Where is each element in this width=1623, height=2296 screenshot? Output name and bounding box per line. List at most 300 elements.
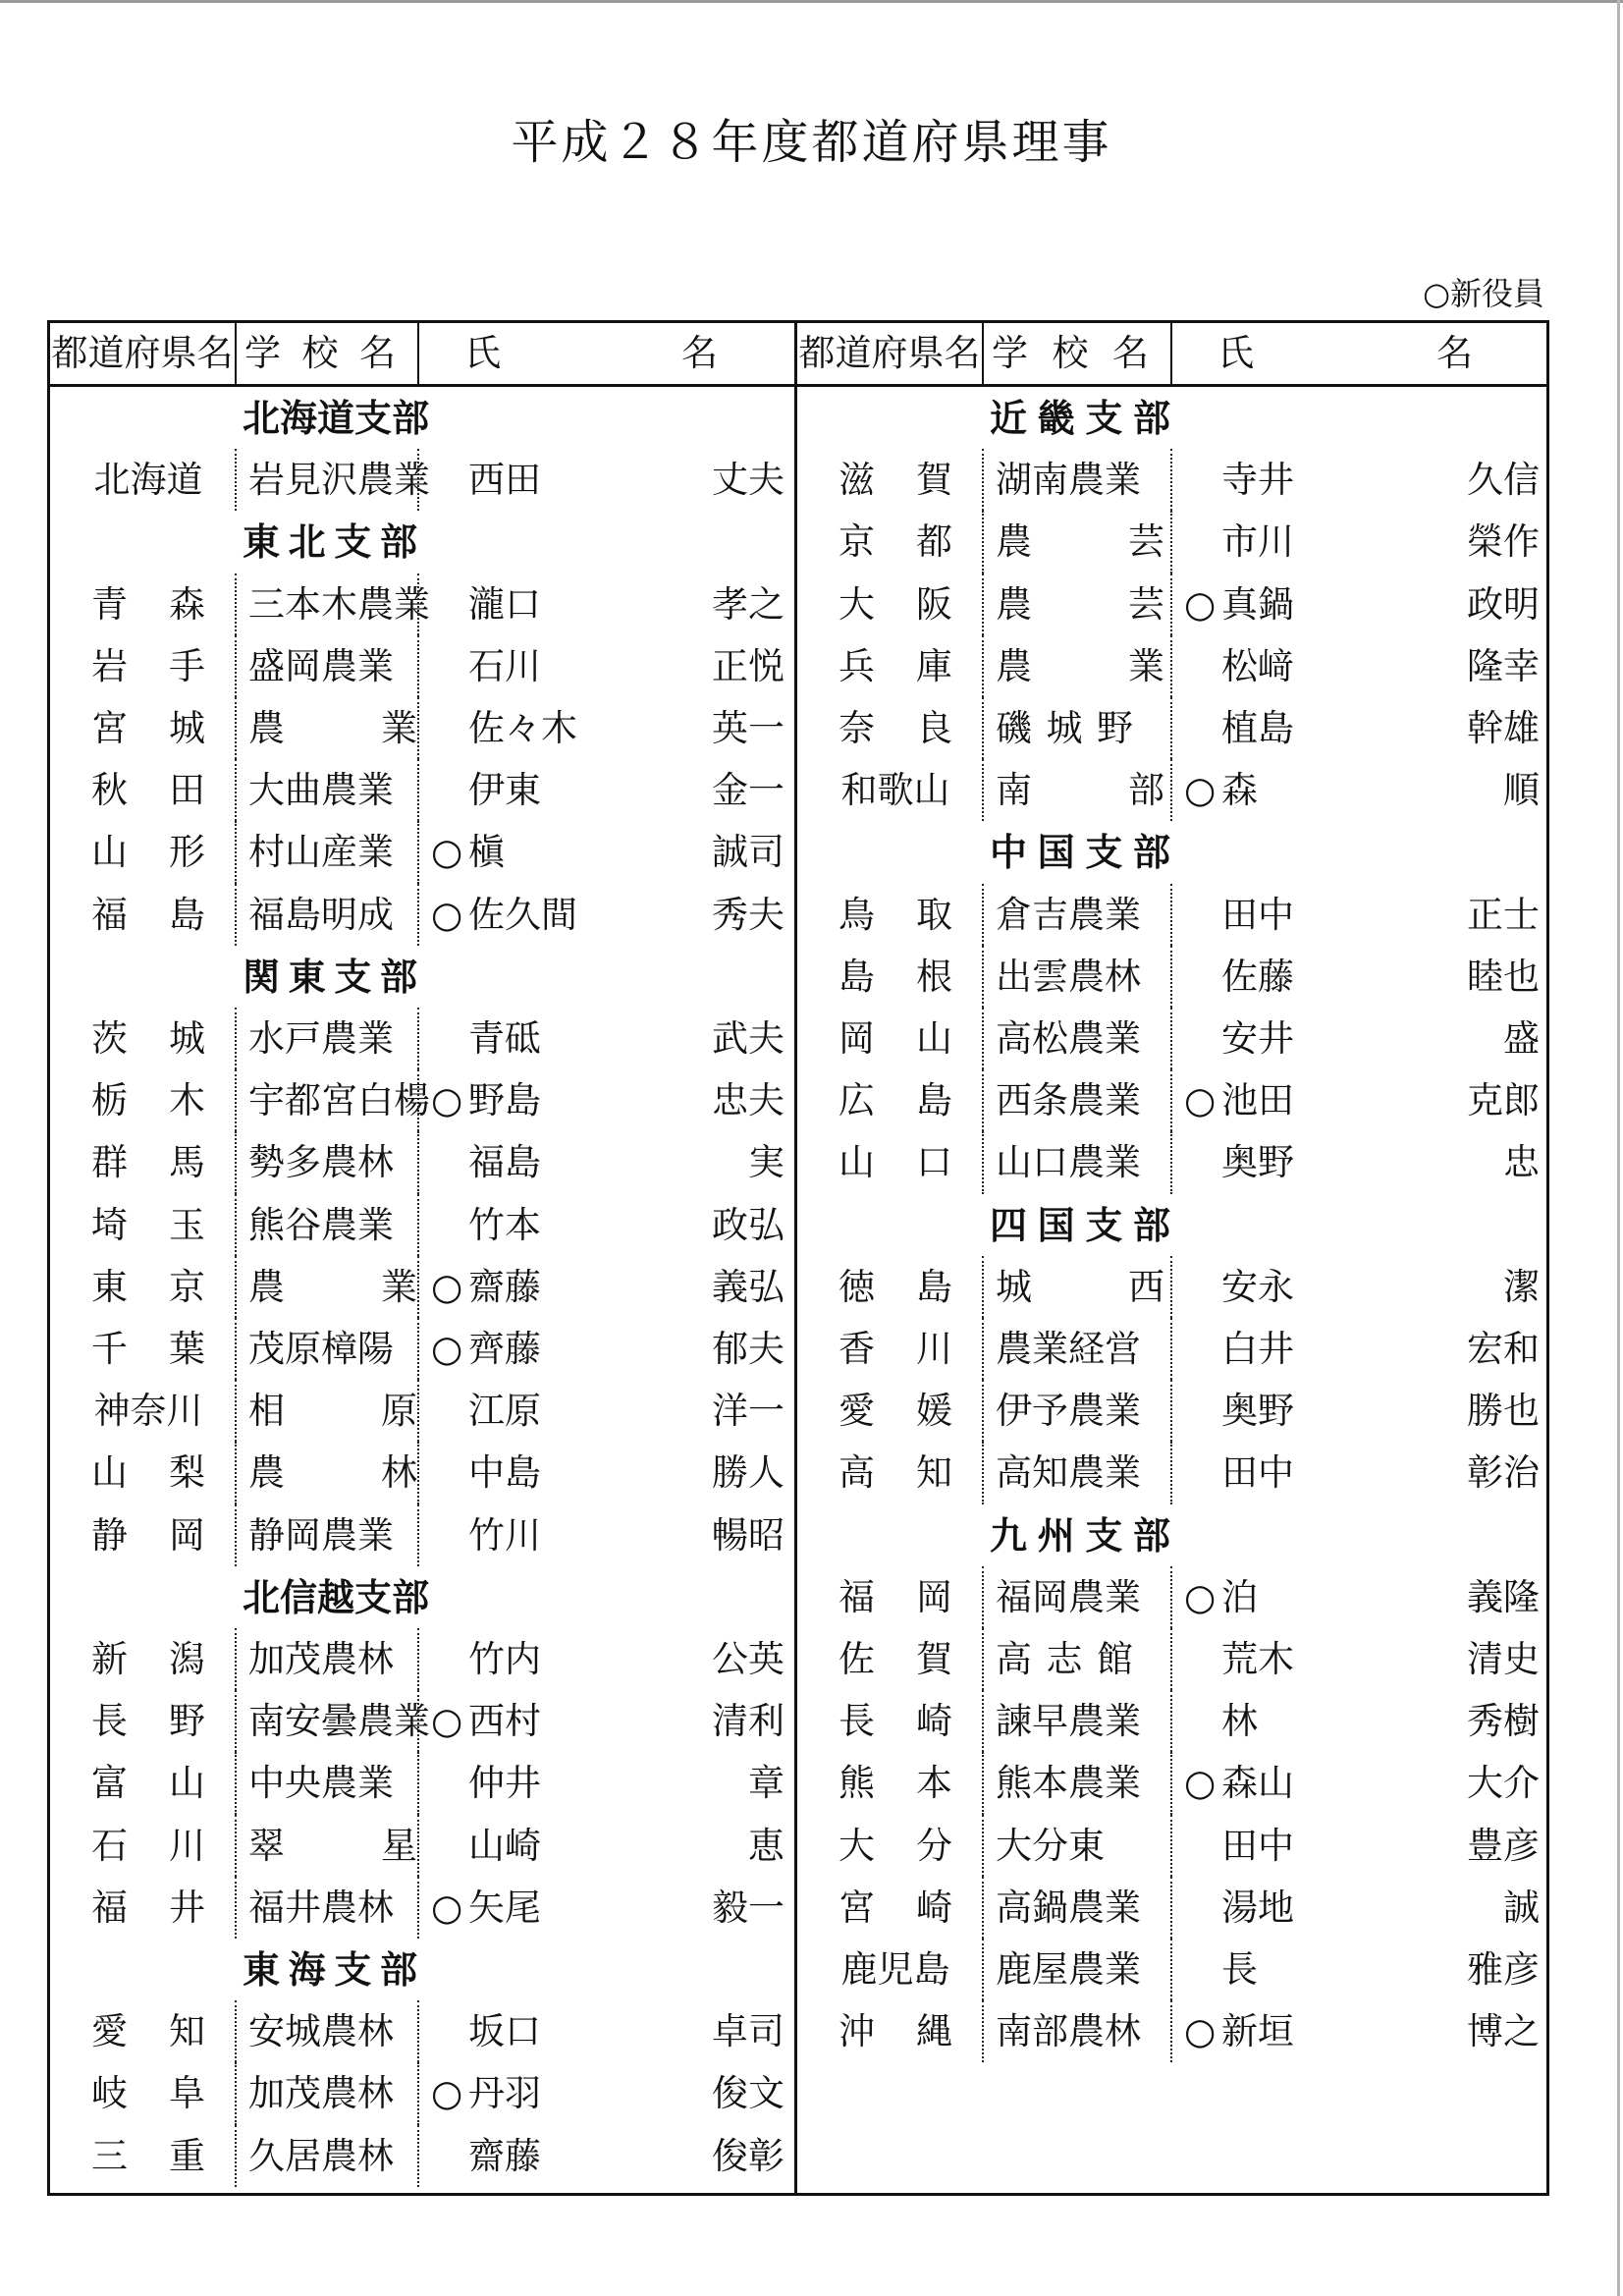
school-cell <box>982 1318 1170 1380</box>
prefecture-char: 宮 <box>839 1886 875 1929</box>
prefecture-name <box>91 697 205 759</box>
prefecture-char: 岡 <box>916 1575 952 1618</box>
officer-given-name: 俊彰 <box>712 2134 784 2177</box>
prefecture-char: 崎 <box>916 1700 952 1743</box>
prefecture-char: 井 <box>169 1886 205 1929</box>
school-char: 館 <box>1097 1638 1133 1680</box>
table-row <box>50 1008 794 1069</box>
officer-name-cell <box>417 1504 788 1566</box>
prefecture-char: 東 <box>91 1265 128 1308</box>
officer-family-name: 白井 <box>1221 1328 1294 1370</box>
officer-family-name: 湯地 <box>1221 1886 1294 1929</box>
header-name-char: 氏 <box>1217 332 1254 374</box>
officer-family-name: 坂口 <box>468 2010 541 2053</box>
roster-table <box>47 320 1549 2196</box>
officer-name-cell <box>1170 1628 1543 1690</box>
officer-name-cell <box>1170 1566 1543 1628</box>
header-name <box>1170 323 1543 384</box>
school-name <box>248 1380 417 1442</box>
school-name <box>248 1256 417 1318</box>
school-cell <box>235 1877 417 1939</box>
prefecture-cell <box>797 1380 982 1442</box>
prefecture-char: 沖 <box>839 2010 875 2053</box>
prefecture-char: 新 <box>91 1638 128 1680</box>
header-name-char: 氏 <box>464 332 501 374</box>
prefecture-char: 手 <box>169 644 205 687</box>
prefecture-char: 山 <box>91 1451 128 1495</box>
table-row <box>797 1318 1549 1380</box>
prefecture-cell <box>50 2000 235 2062</box>
officer-name-cell <box>417 884 788 946</box>
table-header-row <box>50 323 794 387</box>
school-cell <box>235 2062 417 2124</box>
officer-name-cell <box>417 1815 788 1877</box>
prefecture-char: 大 <box>839 582 875 626</box>
officer-family-name: 安井 <box>1221 1017 1294 1060</box>
prefecture-char: 香 <box>839 1328 875 1370</box>
table-row <box>797 1877 1549 1939</box>
officer-name-cell <box>1170 1939 1543 2000</box>
prefecture-char: 高 <box>839 1451 875 1495</box>
branch-title-char: 支 <box>1085 396 1123 440</box>
prefecture-name: 鹿児島 <box>840 1948 950 1991</box>
branch-section-title <box>990 1504 1170 1566</box>
prefecture-char: 兵 <box>839 644 875 687</box>
officer-family-name: 真鍋 <box>1221 582 1294 626</box>
prefecture-cell <box>50 821 235 883</box>
prefecture-char: 岡 <box>169 1513 205 1557</box>
branch-title-char: 東 <box>243 1947 281 1992</box>
school-name: 三本木農業 <box>248 582 430 626</box>
prefecture-char: 秋 <box>91 769 128 812</box>
officer-given-name: 清史 <box>1467 1638 1540 1680</box>
school-name: 大分東 <box>996 1824 1105 1867</box>
prefecture-name <box>839 574 952 635</box>
page-title: 平成２８年度都道府県理事 <box>511 115 1112 170</box>
officer-given-name: 幹雄 <box>1467 707 1540 749</box>
officer-given-name: 克郎 <box>1467 1079 1540 1122</box>
prefecture-cell <box>797 1815 982 1877</box>
school-name <box>996 1628 1133 1690</box>
branch-section-title <box>990 387 1170 449</box>
branch-section-row <box>50 1566 794 1628</box>
prefecture-char: 福 <box>91 893 128 936</box>
branch-title-char: 国 <box>1037 1202 1075 1247</box>
officer-family-name: 仲井 <box>468 1762 541 1805</box>
officer-family-name: 矢尾 <box>468 1886 541 1929</box>
school-char: 高 <box>996 1638 1032 1680</box>
officer-name-cell <box>417 2000 788 2062</box>
school-char: 芸 <box>1128 520 1164 564</box>
prefecture-char: 青 <box>91 582 128 626</box>
prefecture-cell <box>797 574 982 635</box>
officer-name-cell <box>417 2062 788 2124</box>
officer-given-name: 博之 <box>1467 2010 1540 2053</box>
prefecture-cell <box>50 1752 235 1814</box>
new-officer-mark: ○ <box>431 831 463 874</box>
prefecture-char: 阜 <box>169 2072 205 2115</box>
school-name: 安城農林 <box>248 2010 394 2053</box>
prefecture-char: 岩 <box>91 644 128 687</box>
officer-given-name: 恵 <box>748 1824 784 1867</box>
prefecture-cell <box>797 449 982 511</box>
officer-given-name: 宏和 <box>1467 1328 1540 1370</box>
branch-title-char: 関 <box>243 954 281 999</box>
prefecture-name <box>91 2000 205 2062</box>
prefecture-char: 福 <box>91 1886 128 1929</box>
header-school-char: 名 <box>359 332 396 374</box>
prefecture-name <box>839 1752 952 1814</box>
officer-given-name: 彰治 <box>1467 1451 1540 1495</box>
school-char: 農 <box>996 520 1032 564</box>
prefecture-cell <box>797 1069 982 1131</box>
prefecture-cell <box>50 635 235 697</box>
officer-name-cell <box>1170 1131 1543 1193</box>
header-school <box>235 323 417 384</box>
branch-section-row <box>797 821 1549 883</box>
branch-title-char: 北 <box>243 396 281 440</box>
school-name <box>248 1815 417 1877</box>
branch-title-char: 支 <box>1085 1202 1123 1247</box>
prefecture-name <box>839 635 952 697</box>
prefecture-cell <box>50 2125 235 2187</box>
prefecture-char: 栃 <box>91 1079 128 1122</box>
prefecture-char: 形 <box>169 831 205 874</box>
table-row <box>797 635 1549 697</box>
officer-family-name: 田中 <box>1221 1451 1294 1495</box>
officer-family-name: 中島 <box>468 1451 541 1495</box>
officer-given-name: 大介 <box>1467 1762 1540 1805</box>
table-row <box>50 1442 794 1503</box>
school-cell <box>982 1131 1170 1193</box>
school-name <box>996 635 1164 697</box>
table-row <box>50 635 794 697</box>
new-officer-mark: ○ <box>431 1265 463 1308</box>
school-char: 磯 <box>996 707 1032 749</box>
prefecture-char: 富 <box>91 1762 128 1805</box>
prefecture-cell <box>50 1815 235 1877</box>
school-char: 農 <box>248 707 285 749</box>
school-cell <box>982 759 1170 821</box>
officer-family-name: 齊藤 <box>468 1328 541 1370</box>
officer-given-name: 洋一 <box>712 1390 784 1433</box>
school-name: 高鍋農業 <box>996 1886 1141 1929</box>
branch-section-title <box>990 1194 1170 1256</box>
school-cell <box>982 1442 1170 1503</box>
school-name: 出雲農林 <box>996 955 1141 998</box>
branch-section-row <box>50 946 794 1008</box>
branch-title-char: 支 <box>334 954 372 999</box>
prefecture-cell <box>50 884 235 946</box>
officer-given-name: 清利 <box>712 1700 784 1743</box>
prefecture-cell <box>50 1194 235 1256</box>
officer-given-name: 隆幸 <box>1467 644 1540 687</box>
prefecture-name <box>91 1194 205 1256</box>
school-name <box>248 1442 417 1503</box>
school-cell <box>982 1628 1170 1690</box>
school-cell <box>982 635 1170 697</box>
prefecture-char: 群 <box>91 1141 128 1184</box>
officer-given-name: 榮作 <box>1467 520 1540 564</box>
prefecture-char: 縄 <box>916 2010 952 2053</box>
header-divider <box>1170 323 1172 384</box>
branch-title-char: 東 <box>288 954 326 999</box>
prefecture-char: 城 <box>169 1017 205 1060</box>
prefecture-cell <box>50 1131 235 1193</box>
officer-family-name: 奥野 <box>1221 1390 1294 1433</box>
school-char: 西 <box>1128 1265 1164 1308</box>
prefecture-cell <box>797 2000 982 2062</box>
officer-given-name: 順 <box>1503 769 1540 812</box>
officer-given-name: 孝之 <box>712 582 784 626</box>
prefecture-name <box>91 1690 205 1752</box>
school-cell <box>235 884 417 946</box>
prefecture-cell <box>797 884 982 946</box>
table-row <box>797 1628 1549 1690</box>
officer-name-cell <box>1170 759 1543 821</box>
prefecture-char: 千 <box>91 1328 128 1370</box>
school-cell <box>235 759 417 821</box>
officer-family-name: 竹本 <box>468 1203 541 1246</box>
prefecture-name <box>91 1815 205 1877</box>
school-name: 諫早農業 <box>996 1700 1141 1743</box>
prefecture-char: 森 <box>169 582 205 626</box>
officer-family-name: 西田 <box>468 459 541 502</box>
new-officer-mark: ○ <box>1184 1079 1217 1122</box>
new-officer-mark: ○ <box>431 1886 463 1929</box>
officer-name-cell <box>417 1318 788 1380</box>
new-officer-mark: ○ <box>1184 1575 1217 1618</box>
school-char: 野 <box>1097 707 1133 749</box>
officer-given-name: 金一 <box>712 769 784 812</box>
prefecture-char: 岡 <box>839 1017 875 1060</box>
header-school-char: 学 <box>244 332 281 374</box>
branch-title-char: 部 <box>392 1574 430 1619</box>
officer-family-name: 槇 <box>468 831 505 874</box>
school-char: 業 <box>1128 644 1164 687</box>
prefecture-char: 重 <box>169 2134 205 2177</box>
school-name: 加茂農林 <box>248 1638 394 1680</box>
prefecture-char: 良 <box>916 707 952 749</box>
header-school-char: 学 <box>992 332 1028 374</box>
prefecture-char: 山 <box>91 831 128 874</box>
prefecture-cell <box>797 635 982 697</box>
prefecture-cell <box>50 449 235 511</box>
school-cell <box>235 1690 430 1752</box>
table-row <box>50 821 794 883</box>
prefecture-char: 埼 <box>91 1203 128 1246</box>
school-name: 鹿屋農業 <box>996 1948 1141 1991</box>
prefecture-name <box>91 1877 205 1939</box>
header-divider <box>417 323 419 384</box>
school-cell <box>235 1318 417 1380</box>
prefecture-cell <box>797 1877 982 1939</box>
officer-name-cell <box>417 1752 788 1814</box>
branch-section-title <box>243 1939 417 2000</box>
table-row <box>797 574 1549 635</box>
branch-title-char: 支 <box>1085 1512 1123 1558</box>
prefecture-cell <box>797 697 982 759</box>
prefecture-char: 島 <box>916 1079 952 1122</box>
table-row <box>50 1069 794 1131</box>
school-cell <box>235 1442 417 1503</box>
officer-family-name: 齋藤 <box>468 2134 541 2177</box>
branch-section-title <box>243 1566 430 1628</box>
officer-name-cell <box>1170 2000 1543 2062</box>
prefecture-char: 玉 <box>169 1203 205 1246</box>
officer-given-name: 武夫 <box>712 1017 784 1060</box>
branch-title-char: 東 <box>243 519 281 565</box>
school-cell <box>235 1752 417 1814</box>
table-row <box>797 884 1549 946</box>
new-officer-mark: ○ <box>1184 769 1217 812</box>
prefecture-char: 茨 <box>91 1017 128 1060</box>
prefecture-char: 宮 <box>91 707 128 749</box>
branch-title-char: 信 <box>280 1574 318 1619</box>
prefecture-cell <box>50 1877 235 1939</box>
prefecture-char: 庫 <box>916 644 952 687</box>
officer-name-cell <box>1170 1690 1543 1752</box>
officer-family-name: 松﨑 <box>1221 644 1294 687</box>
prefecture-char: 熊 <box>839 1762 875 1805</box>
scan-edge-right <box>1617 0 1620 2296</box>
school-char: 城 <box>996 1265 1032 1308</box>
prefecture-name <box>91 574 205 635</box>
roster-left-half <box>50 323 794 2193</box>
prefecture-name <box>839 1008 952 1069</box>
header-school-char: 名 <box>1112 332 1149 374</box>
officer-given-name: 郁夫 <box>712 1328 784 1370</box>
officer-family-name: 荒木 <box>1221 1638 1294 1680</box>
branch-section-title <box>243 946 417 1008</box>
school-char: 農 <box>996 644 1032 687</box>
school-name <box>996 511 1164 573</box>
officer-given-name: 盛 <box>1503 1017 1540 1060</box>
officer-name-cell <box>1170 511 1543 573</box>
officer-name-cell <box>417 1131 788 1193</box>
prefecture-cell <box>797 1131 982 1193</box>
prefecture-char: 媛 <box>916 1390 952 1433</box>
school-cell <box>235 574 430 635</box>
officer-family-name: 林 <box>1221 1700 1258 1743</box>
school-name: 山口農業 <box>996 1141 1141 1184</box>
officer-name-cell <box>417 1690 788 1752</box>
officer-name-cell <box>1170 1008 1543 1069</box>
prefecture-char: 賀 <box>916 1638 952 1680</box>
prefecture-name <box>839 1566 952 1628</box>
school-name <box>996 574 1164 635</box>
prefecture-name <box>839 697 952 759</box>
prefecture-name <box>839 2000 952 2062</box>
branch-title-char: 国 <box>1037 830 1075 875</box>
officer-given-name: 秀樹 <box>1467 1700 1540 1743</box>
prefecture-name <box>91 1442 205 1503</box>
officer-family-name: 福島 <box>468 1141 541 1184</box>
branch-section-row <box>797 1504 1549 1566</box>
prefecture-name <box>91 1752 205 1814</box>
prefecture-name <box>91 2125 205 2187</box>
school-cell <box>235 1380 417 1442</box>
roster-right-half <box>794 323 1549 2193</box>
school-name: 中央農業 <box>248 1762 394 1805</box>
new-officer-legend: ○新役員 <box>1423 275 1544 312</box>
school-cell <box>235 2125 417 2187</box>
prefecture-char: 奈 <box>839 707 875 749</box>
prefecture-name <box>839 1815 952 1877</box>
prefecture-name <box>91 821 205 883</box>
branch-title-char: 部 <box>1132 1202 1170 1247</box>
prefecture-cell <box>50 1628 235 1690</box>
school-cell <box>235 821 417 883</box>
school-cell <box>982 1690 1170 1752</box>
officer-given-name: 英一 <box>712 707 784 749</box>
school-name <box>996 759 1164 821</box>
officer-given-name: 誠 <box>1503 1886 1540 1929</box>
school-cell <box>982 1256 1170 1318</box>
prefecture-cell <box>50 1318 235 1380</box>
prefecture-char: 長 <box>839 1700 875 1743</box>
officer-family-name: 丹羽 <box>468 2072 541 2115</box>
officer-name-cell <box>1170 635 1543 697</box>
prefecture-char: 鳥 <box>839 893 875 936</box>
school-char: 志 <box>1046 1638 1083 1680</box>
prefecture-char: 長 <box>91 1700 128 1743</box>
officer-given-name: 久信 <box>1467 459 1540 502</box>
table-row <box>797 759 1549 821</box>
header-divider <box>235 323 237 384</box>
officer-family-name: 佐藤 <box>1221 955 1294 998</box>
new-officer-mark: ○ <box>431 1700 463 1743</box>
branch-title-char: 支 <box>354 396 393 440</box>
school-name: 倉吉農業 <box>996 893 1141 936</box>
officer-given-name: 丈夫 <box>712 459 784 502</box>
table-row <box>797 946 1549 1008</box>
prefecture-char: 賀 <box>916 459 952 502</box>
branch-title-char: 九 <box>990 1512 1028 1558</box>
school-name: 静岡農業 <box>248 1513 394 1557</box>
school-char: 林 <box>381 1451 417 1495</box>
branch-title-char: 支 <box>334 519 372 565</box>
school-cell <box>982 1380 1170 1442</box>
school-cell <box>982 1566 1170 1628</box>
school-char: 翠 <box>248 1824 285 1867</box>
school-char: 原 <box>381 1390 417 1433</box>
prefecture-char: 岐 <box>91 2072 128 2115</box>
prefecture-name <box>91 2062 205 2124</box>
prefecture-char: 佐 <box>839 1638 875 1680</box>
table-row <box>50 2125 794 2187</box>
table-row <box>50 1504 794 1566</box>
prefecture-cell <box>797 1690 982 1752</box>
school-cell <box>982 946 1170 1008</box>
prefecture-name <box>839 884 952 946</box>
school-name: 宇都宮白楊 <box>248 1079 430 1122</box>
school-cell <box>982 884 1170 946</box>
school-cell <box>982 1939 1170 2000</box>
branch-section-row <box>50 1939 794 2000</box>
branch-title-char: 支 <box>354 1574 393 1619</box>
officer-family-name: 寺井 <box>1221 459 1294 502</box>
prefecture-cell <box>797 1566 982 1628</box>
prefecture-char: 知 <box>169 2010 205 2053</box>
officer-name-cell <box>1170 449 1543 511</box>
table-row <box>797 1815 1549 1877</box>
header-divider <box>982 323 984 384</box>
officer-given-name: 勝也 <box>1467 1390 1540 1433</box>
prefecture-name <box>839 1690 952 1752</box>
prefecture-cell <box>50 1008 235 1069</box>
school-cell <box>235 1131 417 1193</box>
